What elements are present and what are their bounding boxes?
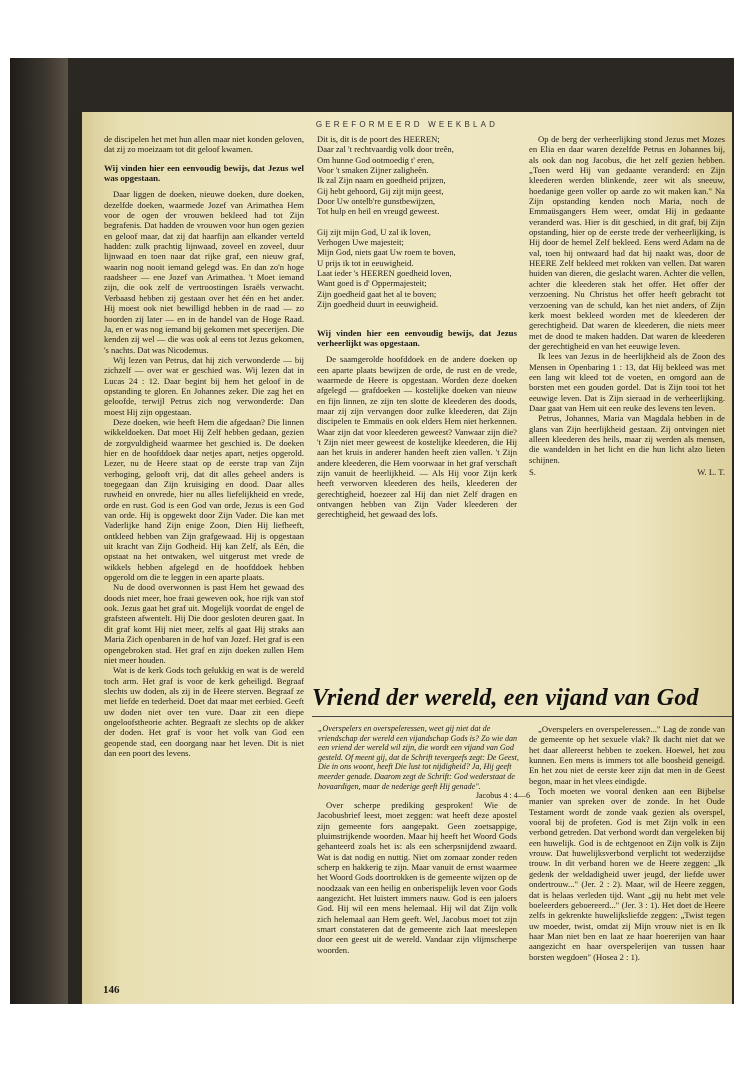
poem-line: Laat ieder 's HEEREN goedheid loven, (317, 268, 452, 279)
book-spine-shadow (10, 58, 68, 1004)
psalm-verse (317, 134, 517, 310)
poem-line: Door Uw ontelb're gunstbewijzen, (317, 196, 436, 207)
signature-right: W. L. T. (697, 467, 725, 477)
signature-left: S. (529, 467, 536, 477)
page-number: 146 (103, 984, 120, 996)
scanned-page-photo (10, 58, 734, 1004)
paragraph: de discipelen het met hun allen maar niet konden geloven, dat zij zo moeizaam tot dit geloof kwamen. (104, 134, 304, 155)
poem-line: Mijn God, niets gaat Uw roem te boven, (317, 247, 456, 258)
poem-line: Verhogen Uwe majesteit; (317, 237, 404, 248)
paragraph: Daar liggen de doeken, nieuwe doeken, dure doeken, dezelfde doeken, waarmede Jozef van Arimathea Hem voor de ogen der vrouwen bekleed had tot Zijn begrafenis. Dat hadden de vrouwen voor hun ogen gezien en geloof maar, dat zij dat haarfijn aan elkander verteld hadden: zulk prachtig lijnwaad, zoveel en zoveel, duur lijnwaad en toen naar dat rijke graf, een nieuw graf, waarin nog nooit iemand gelegd was. En dan zo'n hoge raadsheer — ene Jozef van Arimathea. 't Moet iemand zijn, die ook zelf de vertroostingen Israëls verwacht. Verbaasd hebben zij gestaan over het één en het ander. Hij moest ook niet bewilligd hebben in de raad — zo hoorden zij later — en in de handel van de Hoge Raad. Ja, en er was nog iemand bij gekomen met specerijen. Die kenden zij wel — die was ook al eens tot Jezus gekomen, 's nachts. Dat was Nicodemus. (104, 189, 304, 355)
poem-line: Ik zal Zijn naam en goedheid prijzen, (317, 175, 446, 186)
poem-line: Gij zijt mijn God, U zal ik loven, (317, 226, 431, 237)
poem-line: Voor 't smaken Zijner zaligheên. (317, 165, 429, 176)
paragraph: Deze doeken, wie heeft Hem die afgedaan? Die linnen wikkeldoeken. Dat moet Hij Zelf hebben gedaan, gezien de zorgvuldigheid waarmee het geschied is. De doeken hier en de hoofddoek daar netjes apart, netjes opgerold. Lezer, nu de Heere staat op de eerste trap van Zijn verhoging, gelooft vrij, dat dit alles geheel anders is toegegaan dan Zijn kruisiging en dood. Daar alles ruwheid en onvrede, hier nu alles liefelijkheid en vrede, orde en rust. God is een God van orde, Jezus is een God van orde. Hij is opgewekt door Zijn Vader. Die kan met Vaderlijke hand Zijn enige Zoon, Dien Hij liefheeft, ontkleed hebben van Zijn grafgewaad. Hij is opgestaan uit kracht van Zijn Godheid. Hij kan Zelf, als Eén, die opstaat na het ontwaken, wel uitgerust met vrede de wikkels hebben afgelegd en de hoofddoek hebben opgerold om die te leggen in een aparte plaats. (104, 416, 304, 583)
poem-line: Zijn goedheid gaat het al te boven; (317, 288, 437, 299)
poem-line: Dit is, dit is de poort des HEEREN; (317, 134, 440, 144)
poem-line: Daar zal 't rechtvaardig volk door treên, (317, 144, 454, 155)
column-1 (104, 134, 304, 758)
section-subhead: Wij vinden hier een eenvoudig bewijs, dat Jezus wel was opgestaan. (104, 162, 304, 184)
paragraph: Op de berg der verheerlijking stond Jezus met Mozes en Elia en daar waren dezelfde Petrus en Johannes bij, als ook dan nog Jacobus, die het zelf gezien hebben. „Toen werd Hij van gedaante veranderd: en Zijn kleederen werden blinkende, zeer wit als sneeuw, hoedanige geen voller op aarde zo wit maken kan." Na Zijn opstanding kenden noch Maria, noch de Emmaüsgangers Hem weer, omdat Hij in gedaante veranderd was. Hier is dit geschied, in dit graf, bij Zijn opstanding, hier op de eerste trede der verheerlijking, is Hij door de hemel Zelf bekleed. Eens werd Adam na de val, toen hij ontwaard had dat hij naakt was, door de HEERE Zelf bekleed met rokken van vellen. Dat waren huiden van dieren, die geslacht waren. Achter die vellen, achter die kleederen stak het offer. Het offer der verzoening. Nu Christus het offer heeft gebracht tot verzoening van de schuld, kan het niet anders, of Zijn kerk moest bekleed worden met de kleederen der gerechtigheid. Dat waren de kleederen, die niets meer met de dood te maken hadden. Dat waren de kleederen der gerechtigheid en van het eeuwige leven. (529, 134, 725, 351)
author-signature (529, 467, 725, 477)
poem-line: Want goed is d' Oppermajesteit; (317, 278, 427, 289)
poem-line: Om hunne God ootmoedig t' eren, (317, 154, 435, 165)
article-epigraph (318, 724, 530, 801)
article-column-right (529, 724, 725, 962)
paragraph: Nu de dood overwonnen is past Hem het gewaad des doods niet meer, hoe fraai geweven ook, hoe rijk van stof ook. Jezus gaat het graf uit. Mogelijk voordat de engel de grafsteen afwentelt. Hij Die door gesloten deuren gaat. In dit graf komt Hij niet meer, zelfs al gaat Hij straks aan Maria Zich openbaren in de hof van Jozef. Het graf is een opengebroken stad. Het graf en zijn doeken zullen Hem niet meer houden. (104, 582, 304, 665)
poem-line: Zijn goedheid duurt in eeuwigheid. (317, 299, 439, 310)
epigraph-text: „Overspelers en overspeleressen, weet gij niet dat de vriendschap der wereld een vijandschap Gods is? Zo wie dan een vriend der wereld wil zijn, die wordt een vijand van God gesteld. Of meent gij, dat de Schrift tevergeefs zegt: De Geest, Die in ons woont, heeft Die lust tot nijdigheid? Ja, Hij geeft meerder genade. Daarom zegt de Schrift: God wederstaat de hovaardigen, maar de nederige geeft Hij genade". (318, 724, 519, 791)
paragraph: Over scherpe prediking gesproken! Wie de Jacobusbrief leest, moet zeggen: wat heeft deze apostel zijn gemeente fors aangepakt. Geen zoetsappige, pluimstrijkende woorden. Maar hij heeft het Woord Gods gehanteerd zoals het is: als een scherpsnijdend zwaard. Wat is dat nodig en nuttig. Niet om zomaar zonder reden scherp en hakkerig te zijn. Maar vanuit de ernst waarmee het Woord Gods doortrokken is de gemeente wijzen op de noodzaak van een heilig en onberispelijk leven voor Gods aangezicht. Het luistert immers nauw. God is een jaloers God. Hij wil een mens helemaal. Hij wil dat Zijn volk zich helemaal aan Hem geeft. Wel, Jacobus moet tot zijn smart constateren dat de gemeente zich laat meeslepen door een geest uit de wereld. Vandaar zijn vlijmscherpe woorden. (317, 800, 517, 955)
section-subhead: Wij vinden hier een eenvoudig bewijs, dat Jezus verheerlijkt was opgestaan. (317, 327, 517, 348)
running-header: GEREFORMEERD WEEKBLAD (315, 120, 499, 129)
paragraph: Ik lees van Jezus in de heerlijkheid als de Zoon des Mensen in Openbaring 1 : 13, dat Hij bekleed was met een lang wit kleed tot de voeten, en omgord aan de borsten met een gouden gordel. Dat is Zijn tooi tot het eeuwige leven. Dat is Zijn sieraad in de verheerlijking. Daar gaat van Hem uit een reuke des levens ten leven. (529, 351, 725, 413)
epigraph-reference: Jacobus 4 : 4—6 (475, 791, 530, 801)
dark-top-margin (68, 58, 734, 114)
paragraph: Petrus, Johannes, Maria van Magdala hebben in de glans van Zijn heerlijkheid gestaan. Zij ontvingen niet alleen kleederen des heils, maar zij werden als mensen, die wandelden in het licht en die hun licht alzo lieten schijnen. (529, 413, 725, 465)
paragraph: Wij lezen van Petrus, dat hij zich verwonderde — bij zichzelf — over wat er geschied was. Wij lezen dat in Lucas 24 : 12. Daar begint bij hem het geloof in de opstanding te gloren. En Johannes zeker. Die zag het en geloofde, terwijl Petrus zich nog verwonderde: Dan moest Hij zijn opgestaan. (104, 354, 304, 417)
paragraph: Toch moeten we vooral denken aan een Bijbelse manier van spreken over de zonde. In het Oude Testament wordt de zonde vaak gezien als overspel, vooral bij de profeten. God is met Zijn volk in een verbond getreden. Dat verbond wordt dan vergeleken bij een huwelijk. God is de echtgenoot en Zijn volk is Zijn vrouw. Dat huwelijksverbond verplicht tot wederzijdse trouw. In dit verband horen we de Heere zeggen: „Ik gedenk der weldadigheid uwer jeugd, der liefde uwer ondertrouw..." (Jer. 2 : 2). Maar, wil de Heere zeggen, dat is helaas verleden tijd. Want „gij nu hebt met vele boeleerders geboereerd..." (Jer. 3 : 1). Het doet de Heere zelfs in gekrenkte huwelijksliefde zeggen: „Twist tegen uw moeder, twist, omdat zij Mijn vrouw niet is en Ik haar Man niet ben en laat ze haar hoererijen van haar aangezicht en haar overspelerijen van tussen haar borsten wegdoen" (Hosea 2 : 1). (529, 786, 725, 962)
magazine-page (82, 112, 732, 1004)
column-2 (317, 134, 517, 520)
title-rule (312, 716, 732, 717)
article-column-left (317, 800, 517, 955)
paragraph: „Overspelers en overspeleressen..." Lag de zonde van de gemeente op het sexuele vlak? Ik dacht niet dat we het daar allereerst hebben te zoeken. Hoewel, het zou kunnen. Een mens is immers tot alle boosheid geneigd. En het zou niet de eerste keer zijn dat men in de Geest begon, maar in het vlees eindigde. (529, 724, 725, 786)
column-3 (529, 134, 725, 477)
paragraph: Wat is de kerk Gods toch gelukkig en wat is de wereld toch arm. Het graf is voor de kerk geheiligd. Begraaf slechts uw doden, als zij in de Heere sterven. Begraaf ze met liefde en tederheid. Doet dat maar met eerbied. Geeft uw doden niet over ten vure. Daar zit een diepe ongeloofstheorie achter. Begraaft ze slechts op de akker der doden. Het graf is voor het volk van God een geopende stad, een doorgang naar het leven. Dit is niet dan een poort des levens. (104, 665, 304, 758)
article-title: Vriend der wereld, een vijand van God (312, 685, 699, 711)
poem-line: Tot hulp en heil en vreugd geweest. (317, 206, 440, 217)
poem-line: U prijs ik tot in eeuwigheid. (317, 257, 414, 268)
paragraph: De saamgerolde hoofddoek en de andere doeken op een aparte plaats bewijzen de orde, de rust en de vrede, waarmede de Heere is opgestaan. Worden deze doeken afgelegd — grafdoeken — kostelijke doeken van nieuw en fijn linnen, ze zijn ten slotte de kleederen des doods, maar zij zijn vervangen door zulke kleederen, dat Zijn discipelen te Emmaüs en ook elders Hem niet herkennen. Waar zijn dat voor kleederen geweest? Vanwaar zijn die? 't Zijn niet meer geweest de kostelijke kleederen, die Hij aan het kruis in anderer handen heeft zien vallen. 't Zijn andere kleederen, die Hem voorwaar in het graf verschaft zijn vanuit de heerlijkheid. — Als Hij voor Zijn kerk heeft verworven kleederen des heils, kleederen der gerechtigheid, hoezeer zal Hij dan niet Zelf dragen en ontvangen hebben van Zijn Vader kleederen der gerechtigheid, het gewaad des lofs. (317, 354, 517, 520)
poem-line: Gij hebt gehoord, Gij zijt mijn geest, (317, 185, 444, 196)
